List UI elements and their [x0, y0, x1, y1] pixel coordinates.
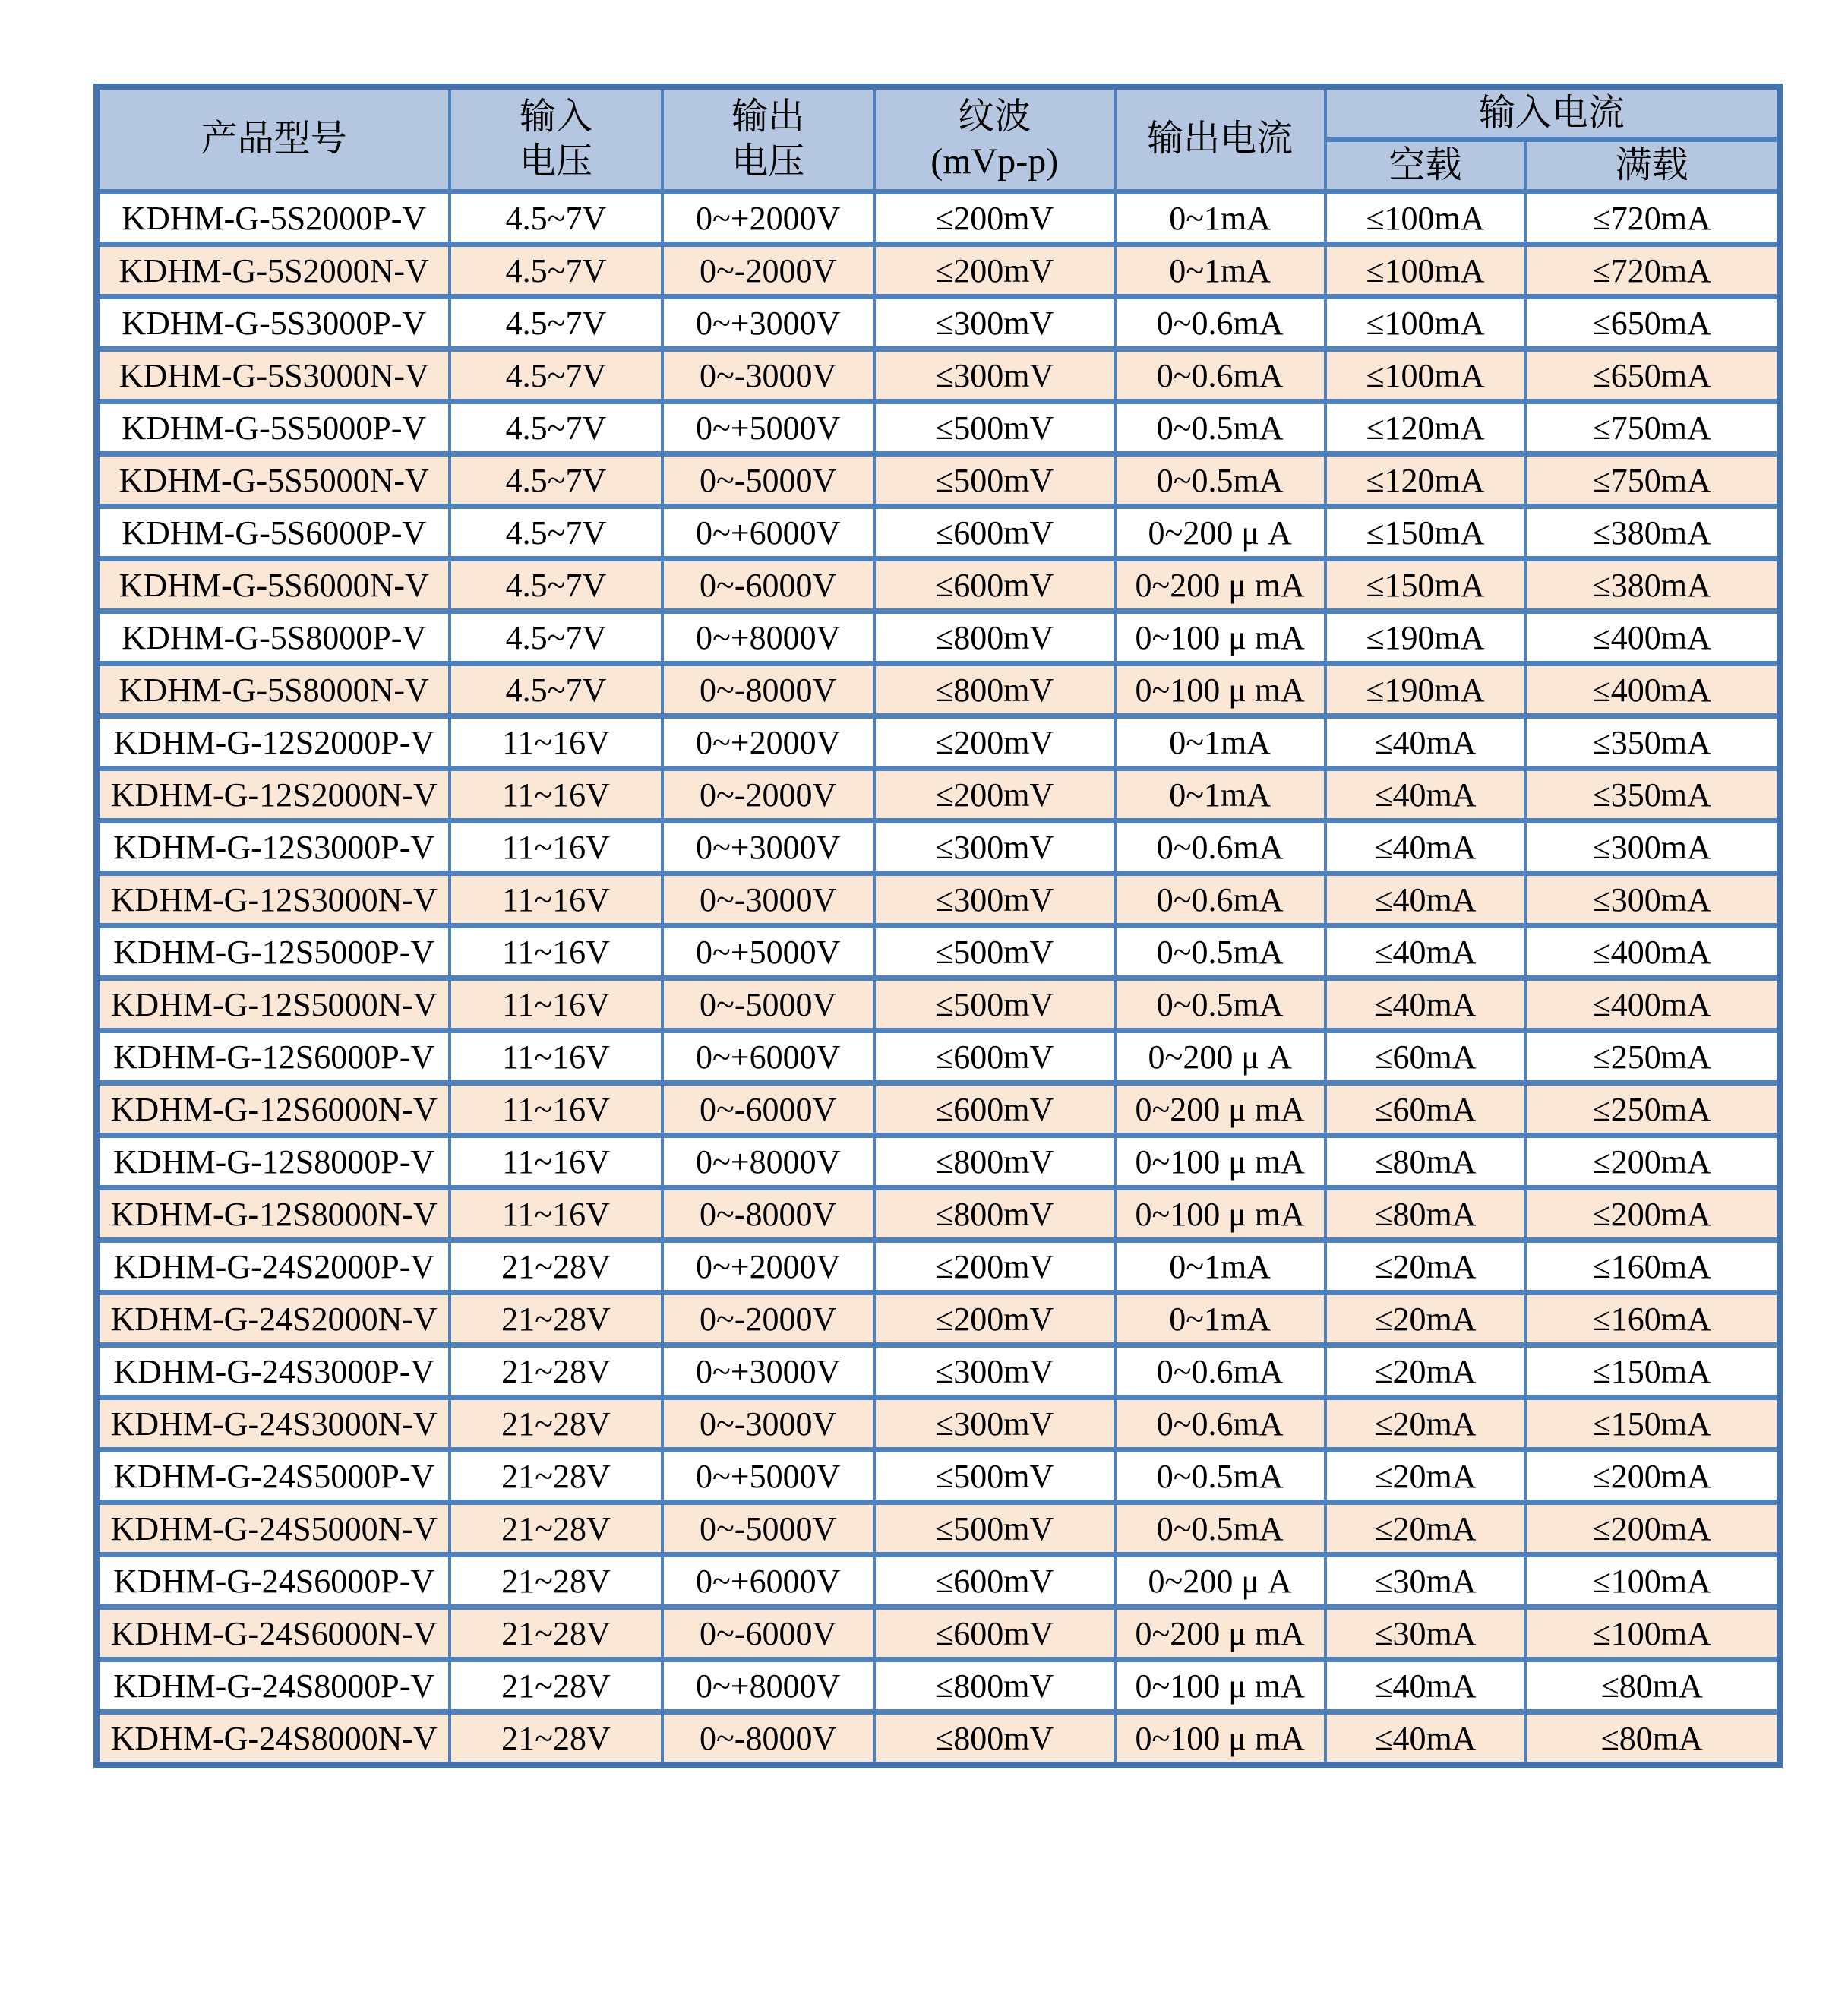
- cell-no-load: ≤100mA: [1325, 245, 1526, 297]
- col-header-no-load: 空载: [1325, 140, 1526, 192]
- cell-ripple: ≤600mV: [874, 1083, 1115, 1136]
- cell-model: KDHM-G-12S2000P-V: [96, 716, 450, 769]
- cell-no-load: ≤20mA: [1325, 1503, 1526, 1555]
- table-row: [96, 245, 1780, 297]
- cell-input-voltage: 4.5~7V: [450, 559, 662, 612]
- cell-full-load: ≤250mA: [1525, 1031, 1780, 1083]
- cell-output-voltage: 0~+3000V: [662, 297, 874, 349]
- cell-model: KDHM-G-24S6000N-V: [96, 1607, 450, 1660]
- cell-no-load: ≤150mA: [1325, 559, 1526, 612]
- cell-output-current: 0~100 μ mA: [1115, 1188, 1325, 1241]
- table-row: [96, 297, 1780, 349]
- cell-ripple: ≤600mV: [874, 507, 1115, 559]
- cell-output-voltage: 0~-3000V: [662, 349, 874, 402]
- cell-output-current: 0~100 μ mA: [1115, 1136, 1325, 1188]
- cell-output-voltage: 0~+8000V: [662, 1660, 874, 1712]
- cell-output-voltage: 0~+6000V: [662, 1555, 874, 1607]
- table-row: [96, 507, 1780, 559]
- col-header-output-voltage-line1: 输出: [731, 96, 805, 137]
- cell-output-current: 0~0.6mA: [1115, 874, 1325, 926]
- col-header-ripple-line1: 纹波: [958, 96, 1031, 137]
- cell-ripple: ≤500mV: [874, 454, 1115, 507]
- cell-no-load: ≤40mA: [1325, 926, 1526, 978]
- cell-model: KDHM-G-5S8000N-V: [96, 664, 450, 716]
- col-header-output-voltage-line2: 电压: [731, 141, 805, 182]
- cell-full-load: ≤300mA: [1525, 821, 1780, 874]
- cell-output-current: 0~0.6mA: [1115, 1398, 1325, 1450]
- cell-output-voltage: 0~-8000V: [662, 1712, 874, 1765]
- cell-output-voltage: 0~+8000V: [662, 612, 874, 664]
- cell-input-voltage: 11~16V: [450, 926, 662, 978]
- cell-full-load: ≤300mA: [1525, 874, 1780, 926]
- table-row: [96, 1503, 1780, 1555]
- cell-output-current: 0~1mA: [1115, 716, 1325, 769]
- cell-output-current: 0~200 μ mA: [1115, 1083, 1325, 1136]
- cell-full-load: ≤750mA: [1525, 454, 1780, 507]
- cell-input-voltage: 4.5~7V: [450, 507, 662, 559]
- col-header-full-load: 满载: [1525, 140, 1780, 192]
- cell-no-load: ≤100mA: [1325, 192, 1526, 245]
- cell-ripple: ≤600mV: [874, 1555, 1115, 1607]
- table-row: [96, 559, 1780, 612]
- cell-full-load: ≤200mA: [1525, 1136, 1780, 1188]
- cell-model: KDHM-G-12S3000P-V: [96, 821, 450, 874]
- cell-output-voltage: 0~+3000V: [662, 821, 874, 874]
- cell-model: KDHM-G-24S2000N-V: [96, 1293, 450, 1345]
- table-row: [96, 1398, 1780, 1450]
- cell-no-load: ≤120mA: [1325, 454, 1526, 507]
- cell-input-voltage: 21~28V: [450, 1345, 662, 1398]
- cell-input-voltage: 21~28V: [450, 1293, 662, 1345]
- col-header-input-current: [1325, 87, 1780, 140]
- table-row: [96, 926, 1780, 978]
- col-header-output-current: [1115, 87, 1325, 192]
- cell-ripple: ≤600mV: [874, 1031, 1115, 1083]
- cell-input-voltage: 4.5~7V: [450, 245, 662, 297]
- cell-full-load: ≤380mA: [1525, 559, 1780, 612]
- cell-full-load: ≤350mA: [1525, 716, 1780, 769]
- cell-full-load: ≤750mA: [1525, 402, 1780, 454]
- cell-input-voltage: 11~16V: [450, 821, 662, 874]
- cell-model: KDHM-G-12S6000N-V: [96, 1083, 450, 1136]
- cell-model: KDHM-G-12S2000N-V: [96, 769, 450, 821]
- table-row: [96, 1293, 1780, 1345]
- cell-ripple: ≤800mV: [874, 1712, 1115, 1765]
- cell-output-voltage: 0~-2000V: [662, 769, 874, 821]
- spec-table: [93, 84, 1783, 1768]
- cell-output-current: 0~0.6mA: [1115, 349, 1325, 402]
- cell-model: KDHM-G-24S2000P-V: [96, 1241, 450, 1293]
- cell-input-voltage: 11~16V: [450, 769, 662, 821]
- cell-output-current: 0~100 μ mA: [1115, 612, 1325, 664]
- cell-ripple: ≤300mV: [874, 297, 1115, 349]
- cell-ripple: ≤500mV: [874, 978, 1115, 1031]
- table-row: [96, 664, 1780, 716]
- table-row: [96, 612, 1780, 664]
- cell-model: KDHM-G-5S3000N-V: [96, 349, 450, 402]
- cell-ripple: ≤600mV: [874, 559, 1115, 612]
- cell-output-current: 0~1mA: [1115, 192, 1325, 245]
- table-row: [96, 978, 1780, 1031]
- cell-full-load: ≤400mA: [1525, 664, 1780, 716]
- cell-ripple: ≤200mV: [874, 245, 1115, 297]
- cell-model: KDHM-G-5S6000P-V: [96, 507, 450, 559]
- cell-output-voltage: 0~-6000V: [662, 1607, 874, 1660]
- cell-output-voltage: 0~+5000V: [662, 1450, 874, 1503]
- cell-input-voltage: 21~28V: [450, 1660, 662, 1712]
- cell-full-load: ≤650mA: [1525, 297, 1780, 349]
- cell-ripple: ≤500mV: [874, 1450, 1115, 1503]
- cell-output-current: 0~100 μ mA: [1115, 1712, 1325, 1765]
- cell-full-load: ≤400mA: [1525, 926, 1780, 978]
- cell-output-voltage: 0~-5000V: [662, 1503, 874, 1555]
- cell-output-voltage: 0~-3000V: [662, 874, 874, 926]
- table-row: [96, 1712, 1780, 1765]
- cell-output-voltage: 0~-6000V: [662, 1083, 874, 1136]
- cell-output-voltage: 0~+2000V: [662, 1241, 874, 1293]
- cell-input-voltage: 4.5~7V: [450, 349, 662, 402]
- cell-ripple: ≤200mV: [874, 192, 1115, 245]
- cell-no-load: ≤40mA: [1325, 1660, 1526, 1712]
- cell-model: KDHM-G-12S5000P-V: [96, 926, 450, 978]
- cell-full-load: ≤100mA: [1525, 1555, 1780, 1607]
- cell-ripple: ≤200mV: [874, 716, 1115, 769]
- table-row: [96, 1555, 1780, 1607]
- cell-model: KDHM-G-12S5000N-V: [96, 978, 450, 1031]
- cell-ripple: ≤300mV: [874, 821, 1115, 874]
- cell-full-load: ≤80mA: [1525, 1712, 1780, 1765]
- cell-no-load: ≤20mA: [1325, 1398, 1526, 1450]
- cell-full-load: ≤200mA: [1525, 1450, 1780, 1503]
- cell-full-load: ≤400mA: [1525, 978, 1780, 1031]
- cell-input-voltage: 4.5~7V: [450, 402, 662, 454]
- cell-full-load: ≤720mA: [1525, 245, 1780, 297]
- cell-ripple: ≤600mV: [874, 1607, 1115, 1660]
- cell-no-load: ≤20mA: [1325, 1293, 1526, 1345]
- table-row: [96, 402, 1780, 454]
- cell-output-current: 0~1mA: [1115, 769, 1325, 821]
- col-header-input-voltage-line2: 电压: [519, 141, 592, 182]
- cell-output-voltage: 0~-5000V: [662, 454, 874, 507]
- table-row: [96, 1241, 1780, 1293]
- cell-ripple: ≤800mV: [874, 664, 1115, 716]
- cell-input-voltage: 11~16V: [450, 1031, 662, 1083]
- cell-ripple: ≤800mV: [874, 1136, 1115, 1188]
- cell-full-load: ≤160mA: [1525, 1241, 1780, 1293]
- cell-input-voltage: 21~28V: [450, 1398, 662, 1450]
- cell-output-voltage: 0~-6000V: [662, 559, 874, 612]
- table-row: [96, 1345, 1780, 1398]
- cell-full-load: ≤250mA: [1525, 1083, 1780, 1136]
- cell-no-load: ≤40mA: [1325, 821, 1526, 874]
- cell-no-load: ≤80mA: [1325, 1136, 1526, 1188]
- cell-output-voltage: 0~+8000V: [662, 1136, 874, 1188]
- cell-input-voltage: 21~28V: [450, 1712, 662, 1765]
- table-body: [96, 192, 1780, 1765]
- table-row: [96, 192, 1780, 245]
- cell-output-current: 0~0.5mA: [1115, 978, 1325, 1031]
- cell-input-voltage: 11~16V: [450, 1188, 662, 1241]
- cell-ripple: ≤200mV: [874, 769, 1115, 821]
- cell-full-load: ≤720mA: [1525, 192, 1780, 245]
- cell-ripple: ≤800mV: [874, 612, 1115, 664]
- cell-full-load: ≤100mA: [1525, 1607, 1780, 1660]
- cell-output-voltage: 0~-2000V: [662, 245, 874, 297]
- cell-output-current: 0~1mA: [1115, 1241, 1325, 1293]
- cell-output-voltage: 0~+5000V: [662, 926, 874, 978]
- table-row: [96, 874, 1780, 926]
- cell-no-load: ≤30mA: [1325, 1555, 1526, 1607]
- col-header-output-current-label: 输出电流: [1147, 119, 1294, 160]
- cell-full-load: ≤200mA: [1525, 1503, 1780, 1555]
- cell-no-load: ≤150mA: [1325, 507, 1526, 559]
- col-header-output-voltage: [662, 87, 874, 192]
- cell-no-load: ≤60mA: [1325, 1083, 1526, 1136]
- table-row: [96, 1031, 1780, 1083]
- cell-input-voltage: 11~16V: [450, 1136, 662, 1188]
- cell-model: KDHM-G-5S2000N-V: [96, 245, 450, 297]
- cell-output-voltage: 0~-5000V: [662, 978, 874, 1031]
- cell-output-current: 0~200 μ A: [1115, 507, 1325, 559]
- cell-output-voltage: 0~+3000V: [662, 1345, 874, 1398]
- col-header-ripple: [874, 87, 1115, 192]
- cell-ripple: ≤300mV: [874, 1345, 1115, 1398]
- cell-no-load: ≤30mA: [1325, 1607, 1526, 1660]
- cell-no-load: ≤20mA: [1325, 1345, 1526, 1398]
- cell-output-voltage: 0~+2000V: [662, 716, 874, 769]
- cell-model: KDHM-G-24S3000N-V: [96, 1398, 450, 1450]
- cell-output-current: 0~0.5mA: [1115, 1450, 1325, 1503]
- cell-output-current: 0~0.5mA: [1115, 926, 1325, 978]
- cell-ripple: ≤200mV: [874, 1293, 1115, 1345]
- cell-model: KDHM-G-24S8000N-V: [96, 1712, 450, 1765]
- cell-output-current: 0~0.6mA: [1115, 1345, 1325, 1398]
- cell-output-current: 0~200 μ mA: [1115, 559, 1325, 612]
- cell-input-voltage: 11~16V: [450, 978, 662, 1031]
- cell-full-load: ≤380mA: [1525, 507, 1780, 559]
- cell-output-voltage: 0~+6000V: [662, 507, 874, 559]
- cell-input-voltage: 21~28V: [450, 1503, 662, 1555]
- cell-model: KDHM-G-24S5000P-V: [96, 1450, 450, 1503]
- table-row: [96, 821, 1780, 874]
- cell-full-load: ≤160mA: [1525, 1293, 1780, 1345]
- cell-ripple: ≤300mV: [874, 874, 1115, 926]
- cell-output-current: 0~0.5mA: [1115, 454, 1325, 507]
- col-header-input-voltage: [450, 87, 662, 192]
- cell-output-voltage: 0~-2000V: [662, 1293, 874, 1345]
- table-row: [96, 349, 1780, 402]
- cell-input-voltage: 4.5~7V: [450, 612, 662, 664]
- cell-no-load: ≤40mA: [1325, 769, 1526, 821]
- table-row: [96, 1083, 1780, 1136]
- cell-model: KDHM-G-12S3000N-V: [96, 874, 450, 926]
- cell-input-voltage: 4.5~7V: [450, 454, 662, 507]
- table-row: [96, 769, 1780, 821]
- cell-output-voltage: 0~-8000V: [662, 1188, 874, 1241]
- col-header-input-current-label: 输入电流: [1478, 92, 1625, 133]
- cell-model: KDHM-G-5S5000P-V: [96, 402, 450, 454]
- cell-full-load: ≤150mA: [1525, 1398, 1780, 1450]
- cell-input-voltage: 21~28V: [450, 1607, 662, 1660]
- cell-input-voltage: 4.5~7V: [450, 664, 662, 716]
- col-header-ripple-line2: (mVp-p): [930, 141, 1059, 182]
- cell-no-load: ≤20mA: [1325, 1450, 1526, 1503]
- cell-no-load: ≤80mA: [1325, 1188, 1526, 1241]
- cell-output-current: 0~1mA: [1115, 1293, 1325, 1345]
- cell-output-voltage: 0~+5000V: [662, 402, 874, 454]
- cell-no-load: ≤100mA: [1325, 349, 1526, 402]
- cell-output-current: 0~0.6mA: [1115, 821, 1325, 874]
- cell-input-voltage: 21~28V: [450, 1241, 662, 1293]
- cell-model: KDHM-G-5S8000P-V: [96, 612, 450, 664]
- cell-input-voltage: 11~16V: [450, 716, 662, 769]
- cell-full-load: ≤350mA: [1525, 769, 1780, 821]
- cell-full-load: ≤400mA: [1525, 612, 1780, 664]
- cell-full-load: ≤150mA: [1525, 1345, 1780, 1398]
- cell-ripple: ≤500mV: [874, 402, 1115, 454]
- cell-model: KDHM-G-5S2000P-V: [96, 192, 450, 245]
- cell-no-load: ≤40mA: [1325, 716, 1526, 769]
- header-row-1: [96, 87, 1780, 140]
- table-row: [96, 1188, 1780, 1241]
- cell-no-load: ≤40mA: [1325, 874, 1526, 926]
- cell-no-load: ≤100mA: [1325, 297, 1526, 349]
- table-row: [96, 1660, 1780, 1712]
- cell-model: KDHM-G-5S5000N-V: [96, 454, 450, 507]
- cell-no-load: ≤190mA: [1325, 664, 1526, 716]
- cell-output-current: 0~1mA: [1115, 245, 1325, 297]
- cell-model: KDHM-G-5S3000P-V: [96, 297, 450, 349]
- cell-model: KDHM-G-12S6000P-V: [96, 1031, 450, 1083]
- cell-model: KDHM-G-24S3000P-V: [96, 1345, 450, 1398]
- table-row: [96, 1607, 1780, 1660]
- table-row: [96, 716, 1780, 769]
- cell-no-load: ≤20mA: [1325, 1241, 1526, 1293]
- cell-model: KDHM-G-24S8000P-V: [96, 1660, 450, 1712]
- cell-ripple: ≤200mV: [874, 1241, 1115, 1293]
- cell-output-current: 0~200 μ mA: [1115, 1607, 1325, 1660]
- cell-ripple: ≤800mV: [874, 1660, 1115, 1712]
- table-row: [96, 454, 1780, 507]
- cell-output-voltage: 0~+6000V: [662, 1031, 874, 1083]
- cell-model: KDHM-G-12S8000N-V: [96, 1188, 450, 1241]
- cell-output-current: 0~100 μ mA: [1115, 1660, 1325, 1712]
- cell-no-load: ≤120mA: [1325, 402, 1526, 454]
- cell-input-voltage: 21~28V: [450, 1450, 662, 1503]
- cell-no-load: ≤40mA: [1325, 1712, 1526, 1765]
- cell-full-load: ≤200mA: [1525, 1188, 1780, 1241]
- cell-model: KDHM-G-24S5000N-V: [96, 1503, 450, 1555]
- cell-output-current: 0~200 μ A: [1115, 1031, 1325, 1083]
- cell-ripple: ≤300mV: [874, 1398, 1115, 1450]
- cell-no-load: ≤60mA: [1325, 1031, 1526, 1083]
- cell-ripple: ≤500mV: [874, 926, 1115, 978]
- cell-ripple: ≤500mV: [874, 1503, 1115, 1555]
- cell-output-current: 0~0.6mA: [1115, 297, 1325, 349]
- cell-output-current: 0~200 μ A: [1115, 1555, 1325, 1607]
- cell-input-voltage: 4.5~7V: [450, 297, 662, 349]
- cell-output-current: 0~0.5mA: [1115, 402, 1325, 454]
- cell-model: KDHM-G-5S6000N-V: [96, 559, 450, 612]
- cell-input-voltage: 4.5~7V: [450, 192, 662, 245]
- cell-input-voltage: 21~28V: [450, 1555, 662, 1607]
- cell-full-load: ≤650mA: [1525, 349, 1780, 402]
- table-row: [96, 1136, 1780, 1188]
- cell-no-load: ≤40mA: [1325, 978, 1526, 1031]
- cell-full-load: ≤80mA: [1525, 1660, 1780, 1712]
- cell-output-voltage: 0~+2000V: [662, 192, 874, 245]
- cell-ripple: ≤800mV: [874, 1188, 1115, 1241]
- cell-ripple: ≤300mV: [874, 349, 1115, 402]
- col-header-input-voltage-line1: 输入: [519, 96, 592, 137]
- col-header-product-model: [96, 87, 450, 192]
- cell-model: KDHM-G-24S6000P-V: [96, 1555, 450, 1607]
- cell-input-voltage: 11~16V: [450, 874, 662, 926]
- cell-no-load: ≤190mA: [1325, 612, 1526, 664]
- col-header-product-model-label: 产品型号: [201, 119, 347, 160]
- cell-output-voltage: 0~-3000V: [662, 1398, 874, 1450]
- cell-output-current: 0~0.5mA: [1115, 1503, 1325, 1555]
- cell-input-voltage: 11~16V: [450, 1083, 662, 1136]
- cell-output-voltage: 0~-8000V: [662, 664, 874, 716]
- cell-model: KDHM-G-12S8000P-V: [96, 1136, 450, 1188]
- table-row: [96, 1450, 1780, 1503]
- cell-output-current: 0~100 μ mA: [1115, 664, 1325, 716]
